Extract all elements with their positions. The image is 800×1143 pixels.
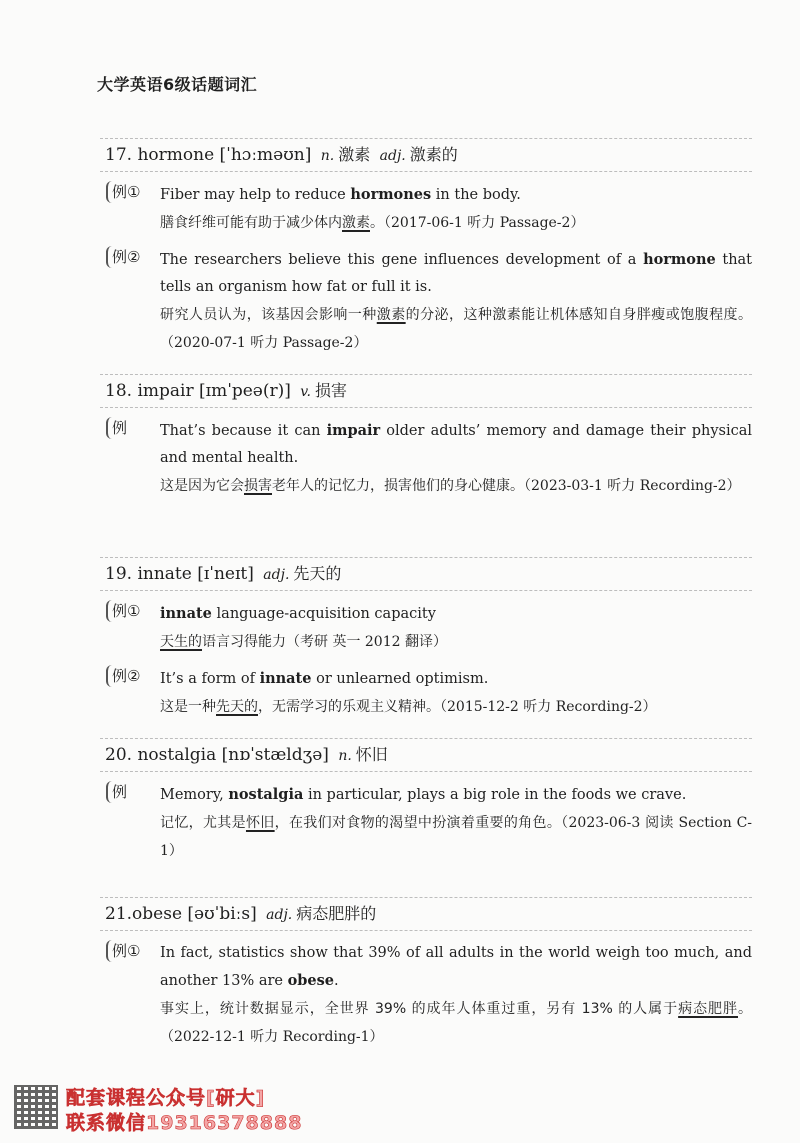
entry-phonetic: [nɒˈstældʒə] xyxy=(221,745,329,765)
entry-number: 21. xyxy=(105,904,133,924)
source-citation: （2017-06-1 听力 Passage-2） xyxy=(384,215,585,231)
example-english xyxy=(160,600,752,628)
source-citation: （2022-12-1 听力 Recording-1） xyxy=(160,1029,384,1045)
vocab-entry-19 xyxy=(100,557,752,721)
keyword-translation: 天生的 xyxy=(160,634,202,650)
entry-word: nostalgia xyxy=(137,745,217,765)
example-english xyxy=(160,940,752,995)
example-marker: 例② xyxy=(106,246,142,268)
example-marker: 例① xyxy=(106,600,142,622)
source-citation: （考研 英一 2012 翻译） xyxy=(286,634,447,650)
entry-pos: n. xyxy=(320,148,335,164)
example-block xyxy=(100,246,752,357)
example-chinese xyxy=(160,693,752,721)
text-segment: 。 xyxy=(370,215,384,231)
example-marker: 例② xyxy=(106,665,142,687)
keyword-translation: 病态肥胖 xyxy=(678,1001,738,1017)
page-header-title: 大学英语6级话题词汇 xyxy=(97,75,258,94)
keyword-translation: 激素 xyxy=(376,307,406,323)
entry-headword-line xyxy=(100,897,752,931)
text-segment: 这是一种 xyxy=(160,699,216,715)
text-segment: that tells an organism how fat or full it is. xyxy=(160,252,753,295)
example-marker: 例① xyxy=(106,181,142,203)
example-english xyxy=(160,181,752,209)
text-segment: Memory, xyxy=(160,787,229,803)
example-marker: 例 xyxy=(106,781,129,803)
entry-meaning: 怀旧 xyxy=(355,745,388,764)
entry-meaning: 先天的 xyxy=(293,564,342,583)
text-segment: 这是因为它会 xyxy=(160,478,244,494)
entry-number: 19. xyxy=(105,564,133,584)
entry-pos: adj. xyxy=(266,907,293,923)
entry-meaning: 病态肥胖的 xyxy=(296,904,377,923)
text-segment: ，在我们对食物的渴望中扮演着重要的角色。 xyxy=(274,815,562,831)
text-segment: older adults’ memory and damage their physical and mental health. xyxy=(160,423,752,466)
example-english xyxy=(160,246,752,301)
entry-number: 18. xyxy=(105,381,133,401)
entry-word: innate xyxy=(137,564,192,584)
example-chinese xyxy=(160,472,752,500)
keyword-bold: innate xyxy=(259,670,312,687)
keyword-translation: 先天的 xyxy=(216,699,258,715)
text-segment: 事实上，统计数据显示，全世界 39% 的成年人体重过重，另有 13% 的人属于 xyxy=(160,1001,679,1017)
example-block xyxy=(100,600,752,656)
example-chinese xyxy=(160,995,752,1051)
keyword-translation: 激素 xyxy=(342,215,370,231)
text-segment: in particular, plays a big role in the foods we crave. xyxy=(303,787,687,803)
keyword-bold: hormones xyxy=(350,186,432,203)
example-chinese xyxy=(160,809,752,865)
text-segment: It’s a form of xyxy=(160,671,260,687)
entry-meaning: 激素的 xyxy=(409,145,458,164)
text-segment: or unlearned optimism. xyxy=(311,671,489,687)
keyword-bold: innate xyxy=(160,605,212,622)
footer-promo-line-1: 配套课程公众号[研大] xyxy=(66,1087,266,1109)
text-segment: 记忆，尤其是 xyxy=(160,815,246,831)
source-citation: （2023-03-1 听力 Recording-2） xyxy=(524,478,741,494)
keyword-translation: 怀旧 xyxy=(245,815,275,831)
vocab-entry-18 xyxy=(100,374,752,500)
example-block xyxy=(100,665,752,721)
qr-code-image xyxy=(14,1085,58,1129)
example-chinese xyxy=(160,628,752,656)
keyword-bold: impair xyxy=(326,422,381,439)
text-segment: That’s because it can xyxy=(160,423,327,439)
entry-word: obese xyxy=(132,904,183,924)
entry-meaning: 损害 xyxy=(315,381,348,400)
entry-phonetic: [ˈhɔːməʊn] xyxy=(219,145,312,165)
example-block xyxy=(100,417,752,500)
example-block xyxy=(100,181,752,237)
example-block xyxy=(100,781,752,865)
text-segment: language-acquisition capacity xyxy=(211,606,436,622)
example-block xyxy=(100,940,752,1051)
vocab-entry-17 xyxy=(100,138,752,357)
text-segment: Fiber may help to reduce xyxy=(160,187,351,203)
entry-pos: n. xyxy=(338,748,352,764)
footer-promo-line-2: 联系微信19316378888 xyxy=(66,1112,303,1134)
vocab-entry-21 xyxy=(100,897,752,1051)
text-segment: 研究人员认为，该基因会影响一种 xyxy=(160,307,377,323)
example-english xyxy=(160,665,752,693)
example-marker: 例① xyxy=(106,940,142,962)
text-segment: 老年人的记忆力，损害他们的身心健康。 xyxy=(272,478,524,494)
entry-headword-line xyxy=(100,374,752,408)
entry-headword-line xyxy=(100,138,752,172)
example-marker: 例 xyxy=(106,417,129,439)
example-english xyxy=(160,781,752,809)
text-segment: in the body. xyxy=(431,187,521,203)
example-english xyxy=(160,417,752,472)
entry-meaning: 激素 xyxy=(338,145,371,164)
keyword-bold: obese xyxy=(287,972,335,989)
text-segment: 语言习得能力 xyxy=(202,634,286,650)
keyword-translation: 损害 xyxy=(244,478,272,494)
source-citation: （2020-07-1 听力 Passage-2） xyxy=(160,335,368,351)
text-segment: In fact, statistics show that 39% of all adults in the world weigh too much, and another 13% are xyxy=(160,945,752,989)
text-segment: 膳食纤维可能有助于减少体内 xyxy=(160,215,342,231)
text-segment: ，无需学习的乐观主义精神。 xyxy=(258,699,440,715)
entry-headword-line xyxy=(100,557,752,591)
vocab-entry-20 xyxy=(100,738,752,865)
entry-phonetic: [ɪˈneɪt] xyxy=(197,564,254,584)
entry-pos: adj. xyxy=(263,567,290,583)
keyword-bold: nostalgia xyxy=(228,786,304,803)
text-segment: 。 xyxy=(738,1001,752,1017)
source-citation: （2023-06-3 阅读 Section C-1） xyxy=(160,815,753,859)
entry-word: impair xyxy=(137,381,194,401)
entry-pos: adj. xyxy=(379,148,406,164)
text-segment: 的分泌，这种激素能让机体感知自身胖瘦或饱腹程度。 xyxy=(405,307,753,323)
entry-headword-line xyxy=(100,738,752,772)
text-segment: The researchers believe this gene influences development of a xyxy=(160,252,644,268)
text-segment: . xyxy=(334,973,339,989)
entry-pos: v. xyxy=(300,384,311,400)
entry-number: 20. xyxy=(105,745,133,765)
entry-phonetic: [ɪmˈpeə(r)] xyxy=(199,381,291,401)
example-chinese xyxy=(160,209,752,237)
entry-word: hormone xyxy=(137,145,215,165)
keyword-bold: hormone xyxy=(643,251,716,268)
example-chinese xyxy=(160,301,752,357)
source-citation: （2015-12-2 听力 Recording-2） xyxy=(440,699,657,715)
entry-number: 17. xyxy=(105,145,133,165)
entry-phonetic: [əʊˈbiːs] xyxy=(187,904,257,924)
